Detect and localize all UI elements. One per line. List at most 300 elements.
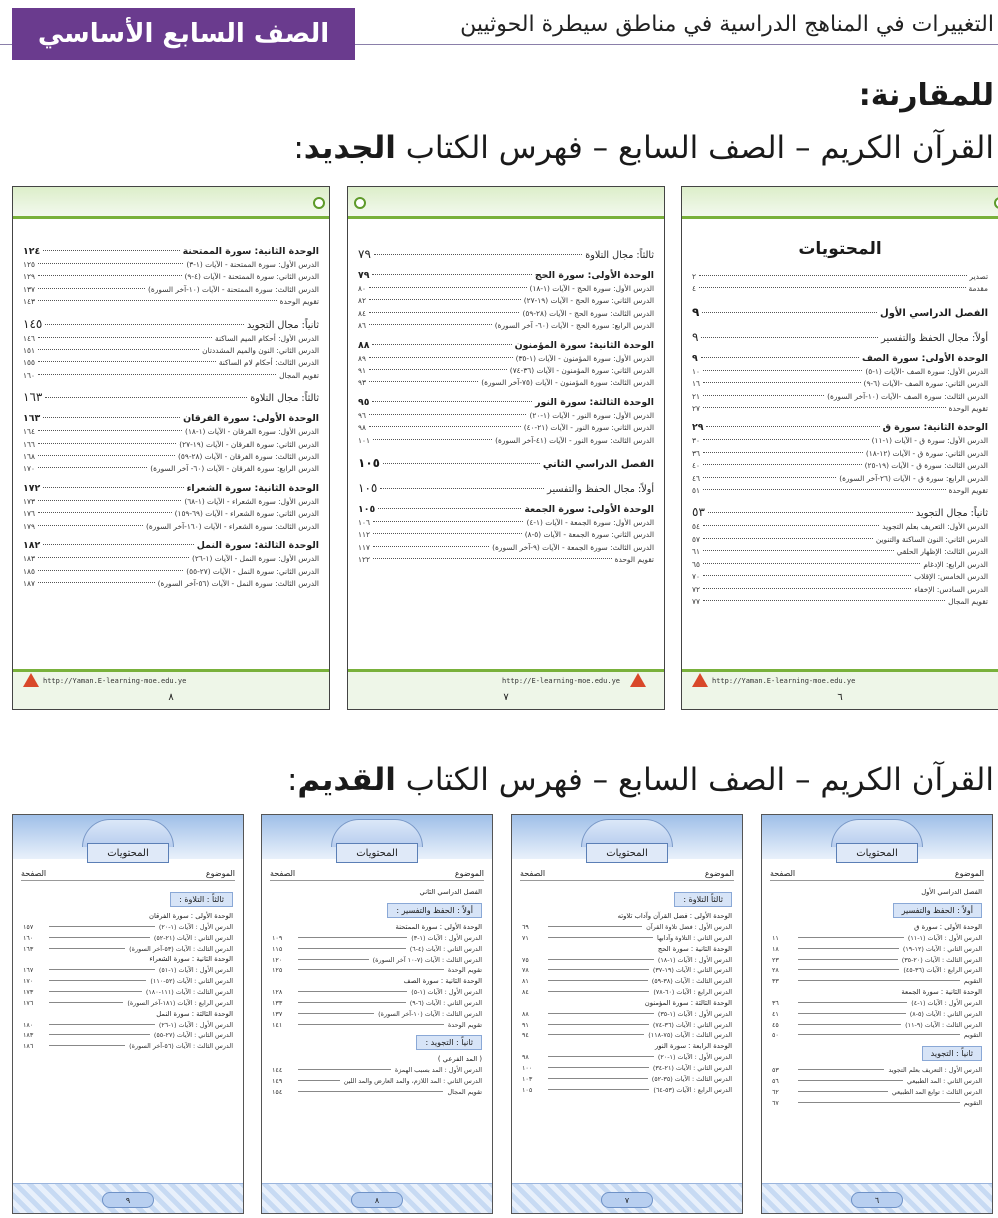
line-leader <box>798 1080 903 1081</box>
col-topic: الموضوع <box>205 869 235 878</box>
toc-entry-title: الدرس الرابع : الآيات (٣٦-٤٥) <box>903 966 982 975</box>
toc-entry-page: ٨٤ <box>358 308 366 318</box>
toc-entry-title: الدرس الأول: سورة الجمعة - الآيات (١-٤) <box>526 518 654 528</box>
toc-entry <box>23 998 233 1009</box>
toc-entry <box>522 1063 732 1074</box>
toc-entry-page: ٦٧ <box>772 1098 779 1107</box>
line-leader <box>298 937 407 938</box>
line-leader <box>798 1034 960 1035</box>
toc-entry-page: ٤ <box>692 284 696 294</box>
toc-entry-page: ١٥٥ <box>23 358 35 368</box>
toc-entry <box>358 353 654 365</box>
toc-entry-title: الدرس الثاني: سورة الفرقان - الآيات (١٩-٢٧) <box>179 439 319 449</box>
toc-entry-page: ٥٤ <box>692 522 700 532</box>
page-number: ٩ <box>102 1192 154 1208</box>
toc-entry <box>23 1041 233 1052</box>
toc-unit-heading: ( المد الفرعي ) <box>437 1055 482 1064</box>
toc-entry-title: الدرس الأول : فضل تلاوة القرآن <box>646 923 732 931</box>
line-leader <box>298 1080 340 1081</box>
toc-entry-title: تقويم المجال <box>948 596 988 606</box>
old-book-page-9 <box>12 814 244 1214</box>
toc-entry-title: الدرس الأول : الآيات (١-٥١) <box>158 966 233 975</box>
toc-entry-page: ١٢٨ <box>272 988 283 997</box>
toc-entry-page: ٢ <box>692 272 696 281</box>
toc-entry <box>692 271 988 283</box>
col-topic: الموضوع <box>454 869 484 878</box>
circle-icon <box>994 197 998 209</box>
toc-entry <box>772 965 982 976</box>
dot-leader <box>703 489 946 490</box>
line-leader <box>798 980 960 981</box>
toc-entry <box>358 268 654 283</box>
toc-entry-page: ٩ <box>692 329 699 344</box>
page-number: ٨ <box>351 1192 403 1208</box>
toc-entry <box>358 338 654 353</box>
toc-entry-title: الدرس الثالث: سورة ق - الآيات (١٩-٢٥) <box>864 461 988 471</box>
dot-leader <box>703 575 911 576</box>
line-leader <box>548 1056 654 1057</box>
toc-entry <box>272 1087 482 1098</box>
toc-entry <box>23 333 319 345</box>
dot-leader <box>38 430 182 431</box>
toc-entry-title: الدرس الثاني : التلاوة وآدابها <box>657 933 732 942</box>
toc-entry-title: الدرس الثالث : الآيات (٢٠-٣٥) <box>901 955 982 964</box>
toc-entry-title: الوحدة الأولى: سورة الحج <box>534 270 654 281</box>
toc-entry-page: ١٣٧ <box>23 284 35 294</box>
toc-entry-page: ١٨٥ <box>23 566 35 576</box>
toc-entry <box>692 485 988 497</box>
toc-entry-page: ٧٨ <box>522 966 529 975</box>
toc-entry-page: ٨٩ <box>358 353 366 363</box>
toc-entry-page: ١٦ <box>692 379 700 389</box>
toc-entry-page: ٨٨ <box>522 1009 529 1018</box>
dot-leader <box>703 439 869 440</box>
footer-url: http://Yaman.E-learning-moe.edu.ye <box>43 677 187 685</box>
contents-title: المحتويات <box>798 239 882 259</box>
dot-leader <box>38 443 176 444</box>
dot-leader <box>369 381 478 382</box>
toc-entry <box>692 505 988 521</box>
dot-leader <box>43 487 183 488</box>
toc-entry <box>23 271 319 283</box>
toc-entry-title: الوحدة الأولى: سورة الصف <box>861 352 988 364</box>
toc-entry <box>272 987 482 998</box>
toc-entry-title: الدرس الثالث : الآيات (٧-١٠ آخر السورة) <box>372 955 482 964</box>
toc-entry-page: ٥٣ <box>692 505 705 520</box>
toc-entry <box>23 439 319 451</box>
toc-entry-title: الدرس الثاني : الآيات (١٩-٣٧) <box>652 966 732 975</box>
col-page: الصفحة <box>21 869 47 878</box>
toc-entry-page: ١٦٦ <box>23 439 35 449</box>
dot-leader <box>43 250 179 251</box>
line-leader <box>548 959 654 960</box>
toc-entry <box>692 420 988 435</box>
page-number: ٨ <box>168 692 174 703</box>
toc-entry-title: تقويم الوحدة <box>614 555 654 565</box>
toc-entry-title: الدرس الأول: أحكام الميم الساكنة <box>215 333 319 343</box>
toc-entry <box>772 1030 982 1041</box>
toc-entry <box>692 460 988 472</box>
old-heading-suffix: : <box>286 762 298 798</box>
toc-entry <box>23 933 233 944</box>
toc-entry <box>522 1074 732 1085</box>
toc-entry-page: ١٧٦ <box>23 998 34 1007</box>
toc-entry <box>522 976 732 987</box>
line-leader <box>548 991 649 992</box>
toc-entry <box>23 976 233 987</box>
toc-unit-heading: الفصل الدراسي الأول <box>921 888 982 896</box>
toc-entry-title: الدرس الأول: سورة ق - الآيات (١-١١) <box>871 436 988 446</box>
toc-entry <box>272 998 482 1009</box>
toc-entry-page: ٢٧ <box>692 404 700 414</box>
toc-entry-page: ١٨٠ <box>23 1020 34 1029</box>
toc-entry <box>23 496 319 508</box>
dot-leader <box>706 426 879 427</box>
toc-entry <box>522 1085 732 1096</box>
toc-entry-page: ٦٩ <box>522 923 529 931</box>
toc-entry-page: ٨٠ <box>358 284 366 293</box>
dot-leader <box>369 357 513 358</box>
toc-section-box: أولاً : الحفظ والتفسير <box>893 903 982 918</box>
toc-entry <box>358 435 654 447</box>
toc-entry-page: ٨٢ <box>358 296 366 306</box>
dot-leader <box>373 439 492 440</box>
dot-leader <box>38 582 155 583</box>
dot-leader <box>372 401 532 402</box>
new-book-page-7 <box>347 186 665 710</box>
line-leader <box>548 980 648 981</box>
toc-entry-page: ١٠١ <box>358 435 370 445</box>
dot-leader <box>699 287 966 288</box>
toc-unit-heading: الوحدة الرابعة : سورة النور <box>655 1042 732 1051</box>
line-leader <box>548 1067 649 1068</box>
line-leader <box>49 1024 155 1025</box>
toc-entry-page: ١٣٣ <box>272 998 283 1007</box>
line-leader <box>548 1078 648 1079</box>
toc-unit-heading: الوحدة الأولى : فضل القرآن وآداب تلاوته <box>617 912 732 920</box>
toc-entry-page: ٢٩ <box>692 422 704 434</box>
line-leader <box>798 1069 884 1070</box>
toc-entry-page: ٦٢ <box>772 1087 779 1096</box>
toc-entry-title: الدرس الثالث: سورة الجمعة - الآيات (٩-آخر السورة) <box>492 542 654 552</box>
toc-entry-title: الدرس الثاني : الآيات (٢٧-٥٥) <box>153 1031 233 1040</box>
toc-unit-heading: الوحدة الثانية : سورة الجمعة <box>901 987 982 996</box>
contents-tab: المحتويات <box>336 843 418 863</box>
toc-entry-page: ١٧٦ <box>23 509 35 519</box>
toc-entry-title: الدرس الثاني : الآيات (٥-٨) <box>909 1009 982 1018</box>
toc-entry-title: الدرس الثالث: سورة النور - الآيات (٤١-آخر السورة) <box>495 435 654 445</box>
toc-entry-page: ١٢٤ <box>23 246 41 257</box>
dot-leader <box>372 274 531 275</box>
dot-leader <box>703 452 863 453</box>
toc-entry-title: التقويم <box>963 977 982 986</box>
toc-unit-heading: الوحدة الثانية : سورة الصف <box>403 977 482 986</box>
toc-entry-page: ٩٨ <box>358 423 366 433</box>
toc-section-box-wrap <box>272 1030 482 1054</box>
toc-entry <box>692 584 988 596</box>
toc-entry <box>692 403 988 415</box>
dot-leader <box>45 324 244 325</box>
toc-entry <box>23 987 233 998</box>
toc-entry-page: ١٥١ <box>23 346 35 356</box>
toc-entry-title: الدرس الثاني : الآيات (٢١-٣٤) <box>652 1063 732 1072</box>
line-leader <box>49 937 150 938</box>
toc-entry <box>692 473 988 485</box>
toc-entry <box>23 521 319 533</box>
toc-entry-title: الدرس الثالث: أحكام لام الساكنة <box>218 358 319 368</box>
toc-entry-title: الدرس الثالث: سورة النمل - الآيات (٥٦-آخر السورة) <box>157 578 319 588</box>
dot-leader <box>703 407 946 408</box>
line-leader <box>548 926 642 927</box>
toc-entry-page: ١١٧ <box>358 542 370 552</box>
toc-entry-page: ٣٠ <box>692 436 700 446</box>
line-leader <box>548 1024 649 1025</box>
toc-entry-title: الدرس الثاني: سورة الحج - الآيات (١٩-٢٧) <box>523 296 654 306</box>
dot-leader <box>703 370 862 371</box>
toc-entry <box>358 308 654 320</box>
toc-entry-page: ١١ <box>772 934 779 942</box>
page-top-band <box>348 187 664 219</box>
dot-leader <box>43 417 180 418</box>
toc-entry-title: الدرس الثاني: سورة المؤمنون - الآيات (٣٦-٧٤) <box>509 366 654 376</box>
toc-entry-page: ١٧٠ <box>23 977 34 986</box>
dot-leader <box>38 275 182 276</box>
toc-entry <box>772 955 982 966</box>
line-leader <box>298 948 406 949</box>
toc-entry <box>23 508 319 520</box>
toc-entry <box>358 529 654 541</box>
line-leader <box>298 969 444 970</box>
line-leader <box>298 959 369 960</box>
toc-entry-page: ٥٧ <box>692 534 700 544</box>
column-header <box>770 869 984 881</box>
toc-entry <box>23 451 319 463</box>
line-leader <box>49 926 155 927</box>
toc-entry-page: ٣٣ <box>772 977 779 986</box>
toc-entry-title: الدرس الأول : المد بسبب الهمزة <box>394 1066 482 1075</box>
toc-entry-title: تقويم الوحدة <box>447 1020 482 1029</box>
line-leader <box>298 1091 443 1092</box>
toc-entry-title: الوحدة الثانية: سورة الشعراء <box>186 482 319 494</box>
contents-tab: المحتويات <box>836 843 918 863</box>
toc-entry <box>23 578 319 590</box>
toc-entry-title: الدرس الثاني : المد اللازم، والمد العارض والمد اللين <box>343 1077 482 1086</box>
toc-entry <box>23 1030 233 1041</box>
toc-entry-title: الدرس الثاني: سورة الصف -الآيات (٦-٩) <box>863 379 988 389</box>
line-leader <box>798 937 904 938</box>
toc-entry-page: ٧٥ <box>522 955 529 964</box>
toc-entry-title: الدرس الأول : الآيات (١-٣) <box>411 934 482 942</box>
toc-list <box>23 887 233 1052</box>
toc-entry-title: أولاً: مجال الحفظ والتفسير <box>881 332 988 344</box>
dot-leader <box>38 349 199 350</box>
toc-entry <box>692 304 988 322</box>
toc-entry-page: ١٠٩ <box>272 934 283 942</box>
line-leader <box>798 1002 907 1003</box>
toc-entry <box>772 998 982 1009</box>
toc-entry-title: الوحدة الأولى: سورة الجمعة <box>524 504 654 516</box>
toc-entry-title: الدرس الثاني: سورة الجمعة - الآيات (٥-٨) <box>524 530 654 540</box>
page-top-band <box>682 187 998 219</box>
toc-entry <box>358 283 654 295</box>
toc-entry <box>23 390 319 406</box>
toc-entry-title: الدرس الرابع: سورة ق - الآيات (٢٦-آخر السورة) <box>839 473 988 483</box>
toc-entry-page: ١٥٧ <box>23 923 34 931</box>
dot-leader <box>701 337 878 338</box>
toc-entry <box>23 345 319 357</box>
line-leader <box>798 969 899 970</box>
circle-icon <box>354 197 366 209</box>
toc-entry-title: تقويم الوحدة <box>948 404 988 414</box>
toc-entry-title: الدرس الثالث : الآيات (٧٥-١١٨) <box>648 1031 732 1040</box>
new-book-heading <box>293 130 994 166</box>
toc-entry-page: ١٤٩ <box>272 1077 283 1086</box>
toc-entry-page: ٣٦ <box>692 448 700 458</box>
toc-entry <box>23 1020 233 1031</box>
toc-entry <box>358 422 654 434</box>
toc-entry-title: الدرس الثالث : الآيات (١١١-١٨٠) <box>145 987 233 996</box>
toc-section-box-wrap <box>772 898 982 922</box>
toc-entry <box>522 922 732 933</box>
toc-entry-title: الدرس الأول: سورة الصف -الآيات (١-٥) <box>865 366 988 376</box>
toc-entry-title: الدرس الثاني : الآيات (١٢-١٩) <box>902 944 982 953</box>
line-leader <box>49 1002 123 1003</box>
toc-entry <box>23 566 319 578</box>
toc-entry-title: الدرس الثاني: سورة ق - الآيات (١٢-١٨) <box>865 448 988 458</box>
toc-entry-title: التقويم <box>963 1098 982 1107</box>
toc-entry <box>23 296 319 308</box>
line-leader <box>49 980 146 981</box>
line-leader <box>798 959 898 960</box>
toc-entry-title: الدرس الثالث: سورة المؤمنون - الآيات (٧٥-آخر السورة) <box>481 378 654 388</box>
toc-entry-title: الدرس الثالث: الإظهار الحلقي <box>896 547 988 557</box>
toc-entry <box>358 365 654 377</box>
toc-entry <box>692 559 988 571</box>
dot-leader <box>383 463 540 464</box>
toc-list <box>272 887 482 1098</box>
toc-entry-page: ١٦٣ <box>23 413 41 425</box>
line-leader <box>548 1089 649 1090</box>
running-title: التغييرات في المناهج الدراسية في مناطق سيطرة الحوثيين <box>460 12 994 37</box>
contents-tab: المحتويات <box>586 843 668 863</box>
toc-entry-title: الدرس الأول: سورة الشعراء - الآيات (١-٦٨) <box>184 496 319 506</box>
toc-entry-page: ١٨٣ <box>23 554 35 564</box>
toc-list <box>692 271 988 608</box>
toc-entry-title: الدرس الثاني: النون الساكنة والتنوين <box>875 534 988 544</box>
toc-entry-title: الدرس الثالث: سورة الفرقان - الآيات (٢٨-٥٩) <box>178 452 319 462</box>
toc-entry-title: الدرس الثالث : الآيات (٥٦-آخر السورة) <box>129 1042 233 1051</box>
dot-leader <box>38 263 183 264</box>
page-footer <box>682 669 998 709</box>
dot-leader <box>373 558 612 559</box>
page-footer <box>348 669 664 709</box>
toc-entry <box>23 259 319 271</box>
new-book-page-6 <box>681 186 998 710</box>
toc-entry <box>522 1009 732 1020</box>
dot-leader <box>369 312 520 313</box>
toc-entry <box>772 944 982 955</box>
toc-entry <box>272 1009 482 1020</box>
toc-entry-page: ١٦٤ <box>23 427 35 437</box>
line-leader <box>298 1069 391 1070</box>
dot-leader <box>45 397 247 398</box>
toc-entry <box>358 395 654 410</box>
toc-entry-page: ١٨٣ <box>23 1031 34 1040</box>
dot-leader <box>38 512 172 513</box>
dot-leader <box>38 467 147 468</box>
toc-entry-page: ٧٠ <box>692 572 700 582</box>
toc-entry-title: الدرس الثاني: سورة الممتحنة - الآيات (٤-٩) <box>184 272 319 282</box>
toc-entry <box>272 1020 482 1031</box>
dot-leader <box>369 414 527 415</box>
toc-entry-page: ١٦٣ <box>23 944 34 953</box>
toc-section-box: ثالثاً التلاوة : <box>674 892 732 907</box>
toc-entry-title: الفصل الدراسي الأول <box>880 307 988 319</box>
toc-entry-page: ١٢٩ <box>23 272 35 282</box>
toc-entry-page: ٥٣ <box>772 1066 779 1075</box>
toc-entry <box>522 1052 732 1063</box>
toc-entry <box>692 534 988 546</box>
toc-entry-page: ١٢٠ <box>272 955 283 964</box>
footer-url: http://E-learning-moe.edu.ye <box>502 677 621 685</box>
toc-entry-title: الدرس الثاني : المد الطبيعي <box>907 1076 982 1085</box>
toc-entry-title: الدرس الثالث: سورة الحج - الآيات (٢٨-٥٩) <box>522 308 654 318</box>
toc-entry <box>692 596 988 608</box>
dot-leader <box>373 521 524 522</box>
toc-entry-page: ٧١ <box>522 933 529 942</box>
toc-entry <box>358 542 654 554</box>
toc-entry-page: ٥١ <box>692 486 700 496</box>
toc-entry-title: الدرس الثالث: سورة الشعراء - الآيات (١٦٠-آخر السورة) <box>146 521 319 531</box>
page-number: ٦ <box>837 692 843 703</box>
toc-entry <box>772 1020 982 1031</box>
toc-entry-page: ٨٤ <box>522 987 529 996</box>
toc-entry-title: الفصل الدراسي الثاني <box>542 459 654 471</box>
toc-entry-title: الدرس الأول : الآيات (١-٢٠) <box>657 1053 732 1062</box>
toc-entry <box>23 284 319 296</box>
dot-leader <box>703 382 861 383</box>
dot-leader <box>369 299 521 300</box>
toc-entry <box>23 370 319 382</box>
toc-entry-page: ١٤٦ <box>23 333 35 343</box>
dot-leader <box>38 500 181 501</box>
line-leader <box>49 948 125 949</box>
toc-entry <box>272 933 482 944</box>
toc-entry-page: ٨٦ <box>358 321 366 331</box>
toc-section-box: ثالثاً : التلاوة : <box>170 892 233 907</box>
toc-entry-title: الدرس الثاني : الآيات (٦-٩) <box>409 998 482 1007</box>
toc-entry-title: الدرس الثاني: سورة النمل - الآيات (٢٧-٥٥) <box>186 566 319 576</box>
page-number: ٧ <box>503 692 509 703</box>
toc-entry-title: الدرس الثاني : الآيات (٥٢-١١٠) <box>150 977 233 986</box>
toc-entry <box>23 357 319 369</box>
toc-entry-page: ١٤٤ <box>272 1066 283 1075</box>
toc-entry-title: تقويم الوحدة <box>948 486 988 496</box>
toc-entry-page: ١٥٤ <box>272 1087 283 1096</box>
toc-entry-page: ٧٢ <box>692 584 700 594</box>
dot-leader <box>380 488 544 489</box>
toc-entry <box>692 546 988 558</box>
toc-section-box: ثانياً : التجويد <box>922 1046 982 1061</box>
dot-leader <box>373 533 522 534</box>
toc-entry <box>772 1087 982 1098</box>
dot-leader <box>38 300 277 301</box>
toc-entry-title: الوحدة الثالثة: سورة النمل <box>196 540 319 552</box>
toc-entry <box>272 1076 482 1087</box>
toc-entry <box>358 320 654 332</box>
toc-entry <box>23 538 319 553</box>
dot-leader <box>703 588 911 589</box>
